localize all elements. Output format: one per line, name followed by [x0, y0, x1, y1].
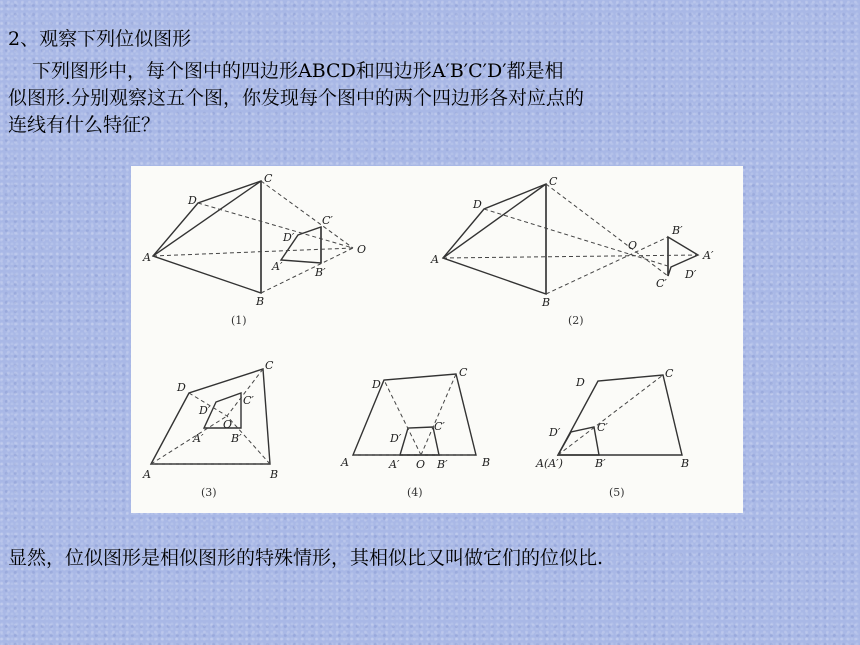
fig3-label-B: B	[270, 468, 279, 481]
fig2-label-B: B	[542, 296, 551, 309]
fig5-label-B1: B′	[595, 457, 606, 470]
fig3-label-D1: D′	[199, 404, 211, 417]
fig2-label-D1: D′	[685, 268, 697, 281]
conclusion-text: 显然，位似图形是相似图形的特殊情形，其相似比又叫做它们的位似比.	[8, 547, 604, 569]
fig1-caption: (1)	[231, 314, 247, 327]
fig4-label-C: C	[459, 366, 468, 379]
fig3-label-B1: B′	[231, 432, 242, 445]
slide-heading: 2、观察下列位似图形	[8, 28, 192, 50]
question-line-2: 似图形.分别观察这五个图，你发现每个图中的两个四边形各对应点的	[8, 87, 585, 109]
fig1-label-C1: C′	[322, 214, 333, 227]
fig5-label-D1: D′	[549, 426, 561, 439]
fig2-label-O: O	[628, 239, 638, 252]
fig1-label-C: C	[264, 172, 273, 185]
fig4-label-C1: C′	[434, 420, 445, 433]
fig3-label-A1: A′	[193, 432, 204, 445]
fig2-label-D: D	[473, 198, 482, 211]
fig4-caption: (4)	[407, 486, 423, 499]
question-line-1: 下列图形中，每个图中的四边形ABCD和四边形A′B′C′D′都是相	[32, 60, 564, 82]
fig5-label-D: D	[576, 376, 585, 389]
fig1-label-D1: D′	[283, 231, 295, 244]
fig1-label-D: D	[188, 194, 197, 207]
question-line-3: 连线有什么特征？	[8, 114, 161, 136]
fig3-caption: (3)	[201, 486, 217, 499]
fig2-label-B1: B′	[672, 224, 683, 237]
fig2-label-A: A	[431, 253, 439, 266]
fig5-caption: (5)	[609, 486, 625, 499]
fig4-label-B: B	[482, 456, 491, 469]
figure-4	[340, 366, 490, 499]
fig1-label-B: B	[256, 295, 265, 308]
fig1-label-B1: B′	[315, 266, 326, 279]
fig3-label-O: O	[223, 418, 233, 431]
fig3-label-C1: C′	[243, 394, 254, 407]
fig2-caption: (2)	[568, 314, 584, 327]
fig1-label-A1: A′	[272, 260, 283, 273]
fig4-label-D: D	[372, 378, 381, 391]
fig3-label-C: C	[265, 359, 274, 372]
fig5-label-A: A(A′)	[536, 457, 563, 470]
figure-5	[535, 367, 689, 499]
fig4-label-D1: D′	[390, 432, 402, 445]
fig2-label-C: C	[549, 175, 558, 188]
fig4-label-B1: B′	[437, 458, 448, 471]
fig3-label-A: A	[143, 468, 151, 481]
figure-1	[142, 172, 366, 327]
fig3-label-D: D	[177, 381, 186, 394]
fig1-label-A: A	[143, 251, 151, 264]
fig5-label-C1: C′	[597, 421, 608, 434]
fig4-label-A1: A′	[389, 458, 400, 471]
fig4-label-O: O	[416, 458, 426, 471]
fig5-label-C: C	[665, 367, 674, 380]
fig2-label-C1: C′	[656, 277, 667, 290]
fig5-label-B: B	[681, 457, 690, 470]
homothety-figures	[131, 166, 743, 513]
fig1-label-O: O	[357, 243, 367, 256]
fig2-label-A1: A′	[703, 249, 714, 262]
homothety-figure-panel	[131, 166, 743, 513]
figure-3	[142, 359, 278, 499]
fig4-label-A: A	[341, 456, 349, 469]
question-paragraph	[8, 58, 848, 139]
figure-2	[430, 175, 714, 327]
